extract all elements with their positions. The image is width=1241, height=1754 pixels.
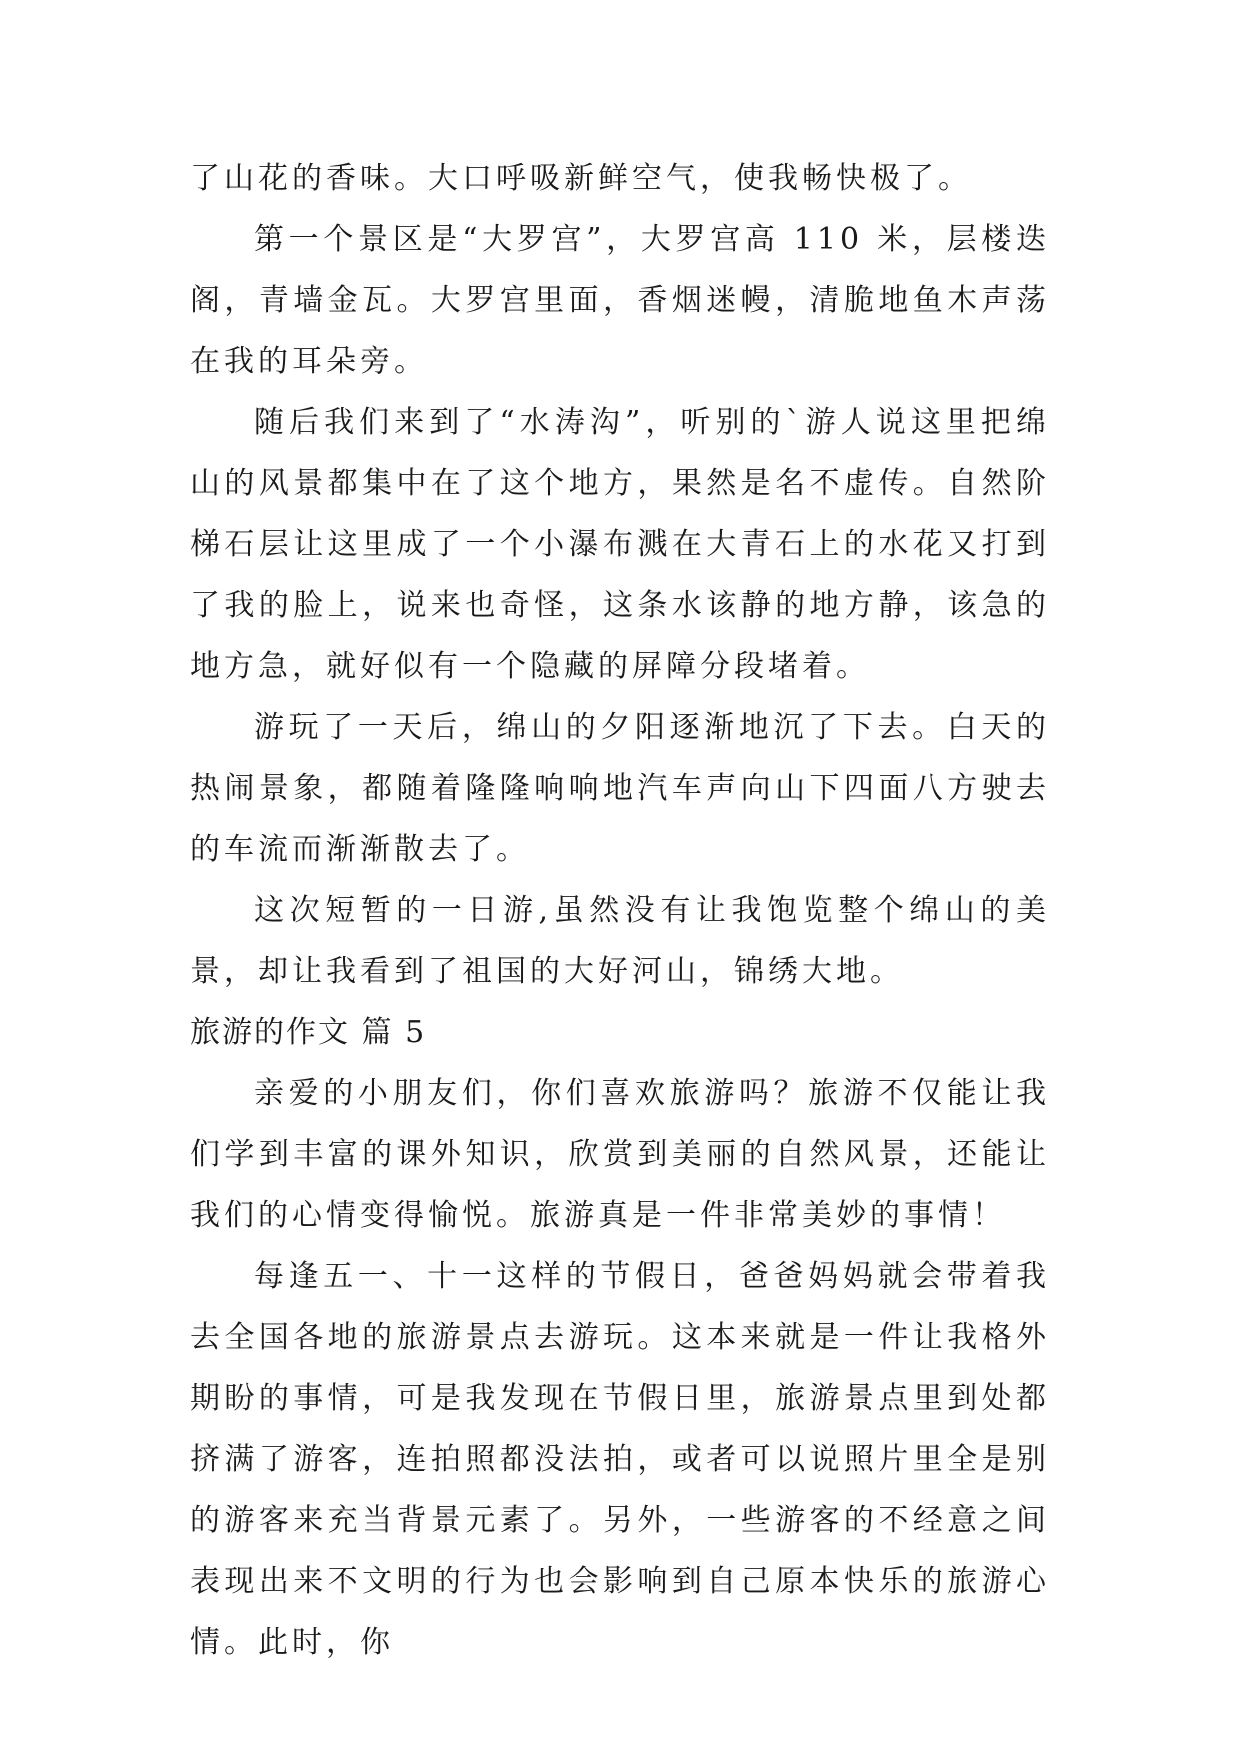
document-body [190, 148, 1050, 1673]
paragraph-da-luo-gong: 第一个景区是“大罗宫”，大罗宫高 110 米，层楼迭阁，青墙金瓦。大罗宫里面，香烟迷幔，清脆地鱼木声荡在我的耳朵旁。 [190, 222, 1050, 379]
section-heading: 旅游的作文 篇 5 [190, 1015, 427, 1050]
paragraph-sunset: 游玩了一天后，绵山的夕阳逐渐地沉了下去。白天的热闹景象，都随着隆隆响响地汽车声向山下四面八方驶去的车流而渐渐散去了。 [190, 710, 1050, 867]
paragraph-holidays: 每逢五一、十一这样的节假日，爸爸妈妈就会带着我去全国各地的旅游景点去游玩。这本来就是一件让我格外期盼的事情，可是我发现在节假日里，旅游景点里到处都挤满了游客，连拍照都没法拍，或者可以说照片里全是别的游客来充当背景元素了。另外，一些游客的不经意之间表现出来不文明的行为也会影响到自己原本快乐的旅游心情。此时，你 [190, 1259, 1050, 1660]
paragraph-shui-tao-gou: 随后我们来到了“水涛沟”，听别的`游人说这里把绵山的风景都集中在了这个地方，果然是名不虚传。自然阶梯石层让这里成了一个小瀑布溅在大青石上的水花又打到了我的脸上，说来也奇怪，这条水该静的地方静，该急的地方急，就好似有一个隐藏的屏障分段堵着。 [190, 405, 1050, 684]
paragraph-continuation: 了山花的香味。大口呼吸新鲜空气，使我畅快极了。 [190, 161, 972, 196]
paragraph-conclusion: 这次短暂的一日游,虽然没有让我饱览整个绵山的美景，却让我看到了祖国的大好河山，锦绣大地。 [190, 893, 1050, 989]
paragraph-intro-travel: 亲爱的小朋友们，你们喜欢旅游吗？旅游不仅能让我们学到丰富的课外知识，欣赏到美丽的自然风景，还能让我们的心情变得愉悦。旅游真是一件非常美妙的事情！ [190, 1076, 1050, 1233]
